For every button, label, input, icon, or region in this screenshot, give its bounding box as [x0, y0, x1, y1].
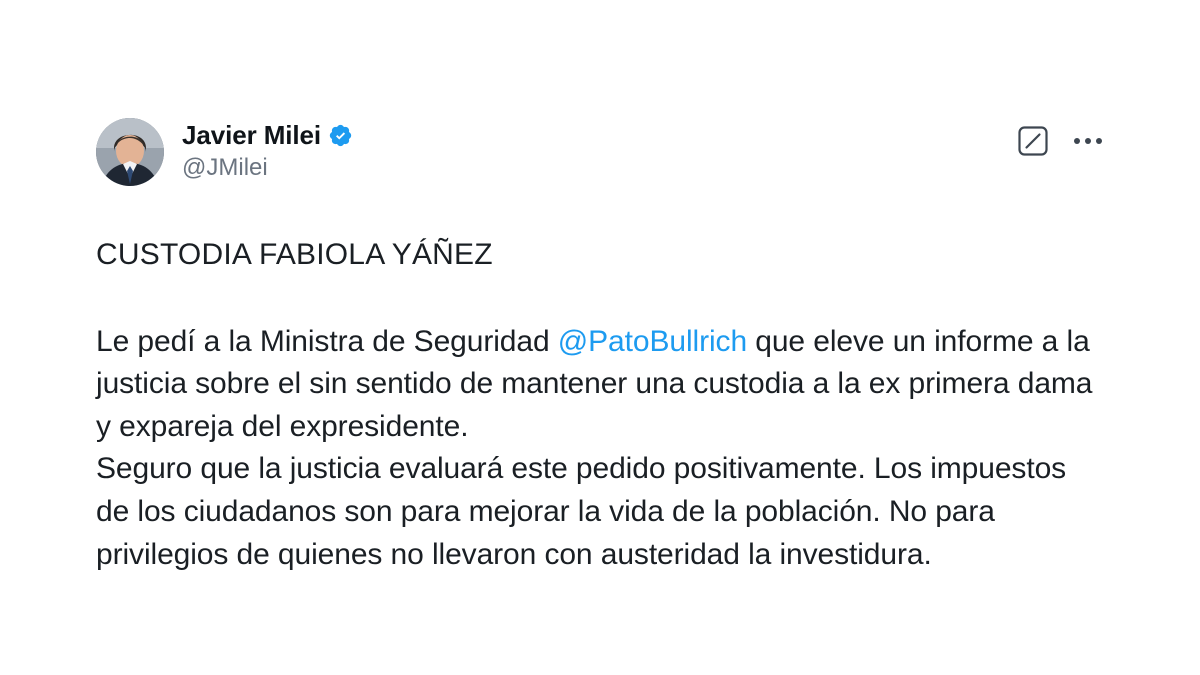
more-options-icon[interactable]: [1072, 132, 1104, 150]
tweet-paragraph-2: Seguro que la justicia evaluará este pedido positivamente. Los impuestos de los ciudadanos son para mejorar la vida de la población. No para privilegios de quienes no llevaron con austeridad la investidura.: [96, 452, 1067, 571]
paragraph-1-text-before: Le pedí a la Ministra de Seguridad: [96, 324, 558, 358]
name-row: [182, 122, 353, 148]
mention-link-patobullrich[interactable]: @PatoBullrich: [557, 324, 748, 358]
compose-icon[interactable]: [1016, 124, 1050, 158]
tweet-title: CUSTODIA FABIOLA YÁÑEZ: [96, 238, 493, 271]
author-identity: [182, 118, 353, 180]
dot: [1085, 138, 1091, 144]
verified-badge-icon: [328, 123, 353, 148]
profile-photo-icon: [96, 118, 164, 186]
tweet-body: [96, 234, 1104, 576]
paragraph-1-text-after: que eleve un informe a la justicia sobre el sin sentido de mantener una custodia a la ex primera dama y expareja del expresidente.: [96, 324, 1093, 443]
dot: [1096, 138, 1102, 144]
dot: [1074, 138, 1080, 144]
avatar[interactable]: [96, 118, 164, 186]
tweet-actions: [1016, 124, 1104, 158]
author-handle[interactable]: @JMilei: [182, 154, 268, 181]
tweet-paragraph-1: [96, 321, 1104, 449]
author-display-name[interactable]: Javier Milei: [182, 120, 321, 150]
tweet-header: [96, 118, 1104, 186]
